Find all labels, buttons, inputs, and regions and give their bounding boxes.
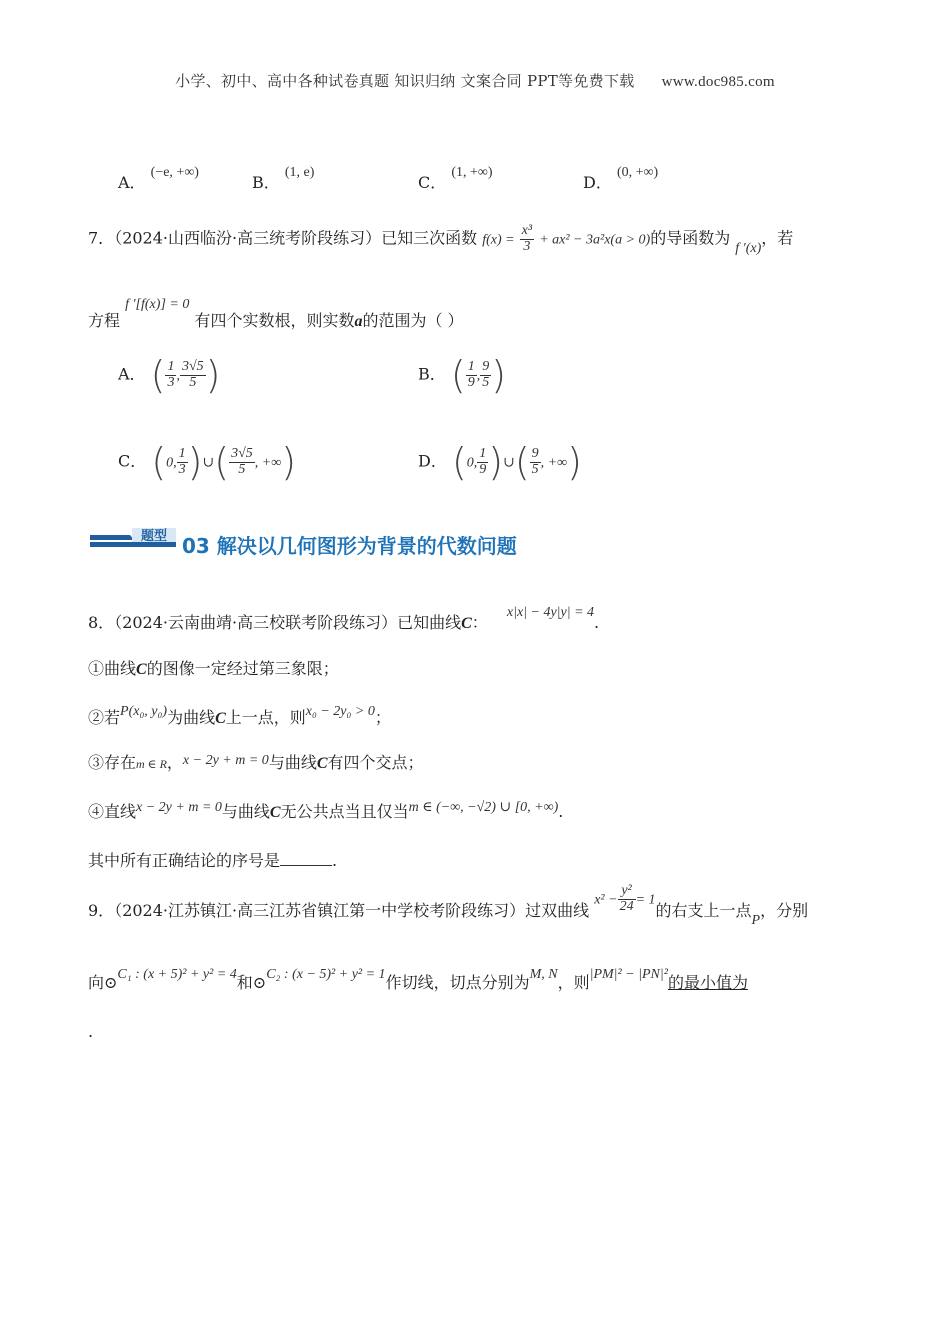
q7-line2-end: 的范围为（ ） <box>362 311 464 330</box>
q7-option-d-label: D． <box>418 451 447 471</box>
q9-number: 9． <box>88 900 115 920</box>
q7-option-c-label: C． <box>118 451 147 471</box>
q7-var-a: a <box>354 313 363 330</box>
q8-m-range: m ∈ (−∞, −√2) ∪ [0, +∞) <box>408 800 559 815</box>
q8-curve: x|x| − 4y|y| = 4 <box>506 605 595 620</box>
q7-func-den: 3 <box>523 238 531 254</box>
q9-source: （2024·江苏镇江·高三江苏省镇江第一中学校考阶段练习） <box>114 900 526 920</box>
q7-option-d[interactable]: D． (0, $\frac{1}{9}$ )∪( $\frac{9}{5}$ , +∞) <box>418 440 582 484</box>
q7-derivative: f ′(x) <box>735 240 762 256</box>
q9-stem-line1: 9．（2024·江苏镇江·高三江苏省镇江第一中学校考阶段练习）过双曲线 x² − $\frac{\text{y²}}{24}$ = 1的右支上一点P，分别 <box>88 883 809 928</box>
q7-option-a-label: A． <box>118 364 146 384</box>
q7-func-lhs: f(x) = <box>482 232 515 248</box>
q9-circle-c1: C₁ : (x + 5)² + y² = 4 <box>117 967 237 982</box>
q9-expression: |PM|² − |PN|² <box>589 967 668 982</box>
q7-option-b[interactable]: B． ( $\frac{1}{9}$ , $\frac{9}{5}$ ) <box>418 353 507 397</box>
q7-a-frac2: $\frac{3√5}{5}$ <box>181 358 204 390</box>
q7-func-fraction <box>520 224 534 254</box>
q7-option-b-label: B． <box>418 364 446 384</box>
q9-hyperbola-a: x² − <box>594 892 618 908</box>
q7-number: 7． <box>88 228 115 248</box>
q7-stem-line1 <box>88 224 793 254</box>
q8-statement-2: ②若P(x₀, y₀)为曲线C上一点，则x₀ − 2y₀ > 0； <box>88 704 391 727</box>
q7-option-c[interactable]: C． (0, $\frac{1}{3}$ )∪( $\frac{3√5}{5}$ , +∞) <box>118 440 297 484</box>
section-title: 03 解决以几何图形为背景的代数问题 <box>182 534 517 558</box>
q6-option-b-math: (1, e) <box>284 165 315 180</box>
q9-stem-line2: 向⊙C₁ : (x + 5)² + y² = 4和⊙C₂ : (x − 5)² + y² = 1作切线，切点分别为M, N，则|PM|² − |PN|²的最小值为 <box>88 967 748 992</box>
q6-option-a-label: A． <box>118 173 146 192</box>
q7-c-frac2: $\frac{3√5}{5}$ <box>231 445 253 477</box>
q8-question: 其中所有正确结论的序号是 . <box>88 851 338 870</box>
q7-c-frac1: $\frac{1}{3}$ <box>178 445 186 477</box>
q6-option-d[interactable] <box>583 165 659 193</box>
q7-stem-end: ，若 <box>761 228 794 248</box>
q9-line3: . <box>88 1022 94 1041</box>
q7-d-frac2: $\frac{9}{5}$ <box>531 445 539 477</box>
header-text: 小学、初中、高中各种试卷真题 知识归纳 文案合同 PPT等免费下载 <box>175 72 635 90</box>
header-url[interactable]: www.doc985.com <box>661 74 775 90</box>
q8-answer-blank[interactable] <box>280 851 332 866</box>
q6-option-a-math: (−e, +∞) <box>150 165 199 180</box>
section-badge <box>90 528 176 548</box>
q7-source: （2024·山西临汾·高三统考阶段练习） <box>114 228 382 248</box>
q6-option-c[interactable] <box>418 165 493 193</box>
q6-option-c-label: C． <box>418 173 447 192</box>
q8-source: （2024·云南曲靖·高三校联考阶段练习） <box>114 613 398 632</box>
q7-func-num: x³ <box>521 223 533 238</box>
q8-statement-3: ③存在m ∈ R，x − 2y + m = 0与曲线C有四个交点； <box>88 753 424 772</box>
q8-statement-1: ①曲线C的图像一定经过第三象限； <box>88 659 339 678</box>
q8-point: P(x₀, y₀) <box>120 704 168 719</box>
q7-func-rest: + ax² − 3a²x(a > 0) <box>539 232 651 248</box>
q8-statement-4: ④直线x − 2y + m = 0与曲线C无公共点当且仅当m ∈ (−∞, −√2) ∪ [0, +∞). <box>88 800 564 821</box>
q7-b-frac2: $\frac{9}{5}$ <box>482 358 490 390</box>
section-badge-text: 题型 <box>140 529 168 544</box>
q7-stem-mid: 的导函数为 <box>650 228 731 248</box>
q8-stem: 8．（2024·云南曲靖·高三校联考阶段练习）已知曲线C： x|x| − 4y|y| = 4. <box>88 605 600 632</box>
q8-stem-text: 已知曲线 <box>397 613 462 632</box>
q7-equation: f ′[f(x)] = 0 <box>125 297 190 312</box>
q6-option-a[interactable] <box>118 165 199 193</box>
q6-option-b-label: B． <box>252 173 280 192</box>
q6-option-b[interactable] <box>252 165 315 193</box>
q9-hyperbola-frac: $\frac{\text{y²}}{24}$ <box>619 883 634 914</box>
q7-line2-pre: 方程 <box>88 311 121 330</box>
page-header <box>0 70 950 91</box>
q7-stem-pre: 已知三次函数 <box>381 228 478 248</box>
q6-option-d-math: (0, +∞) <box>616 165 659 180</box>
q7-option-a[interactable]: A． ( $\frac{1}{3}$ , $\frac{3√5}{5}$ ) <box>118 353 221 397</box>
q7-b-frac1: $\frac{1}{9}$ <box>467 358 475 390</box>
q8-var-c: C <box>461 615 472 632</box>
q9-circle-c2: C₂ : (x − 5)² + y² = 1 <box>266 967 386 982</box>
q8-number: 8． <box>88 613 115 632</box>
q6-option-d-label: D． <box>583 173 612 192</box>
q7-a-frac1: $\frac{1}{3}$ <box>167 358 175 390</box>
q7-line2-post: 有四个实数根，则实数 <box>194 311 355 330</box>
q7-d-frac1: $\frac{1}{9}$ <box>479 445 487 477</box>
q7-stem-line2 <box>88 290 464 330</box>
q6-option-c-math: (1, +∞) <box>451 165 493 180</box>
